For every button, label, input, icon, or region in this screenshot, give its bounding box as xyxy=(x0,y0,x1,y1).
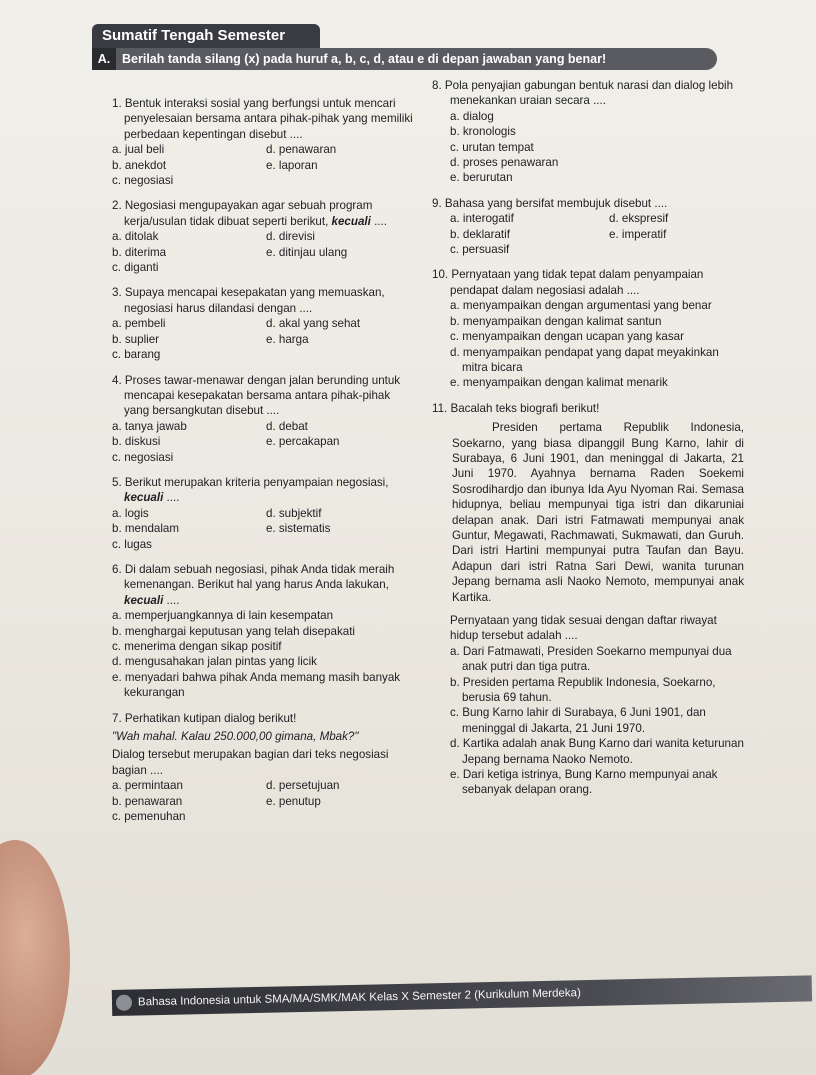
question-4 xyxy=(112,373,417,465)
option[interactable]: d. penawaran xyxy=(266,143,337,157)
option[interactable]: b. Presiden pertama Republik Indonesia, Soekarno, berusia 69 tahun. xyxy=(450,675,716,705)
options xyxy=(112,778,417,824)
question-number: 1. xyxy=(112,97,122,110)
options xyxy=(432,211,744,257)
question-text-end: .... xyxy=(163,593,180,607)
option[interactable]: e. menyampaikan dengan kalimat menarik xyxy=(450,376,668,390)
question-number: 9. xyxy=(432,196,442,210)
instruction-text: Berilah tanda silang (x) pada huruf a, b, c, d, atau e di depan jawaban yang benar! xyxy=(122,52,607,66)
question-number: 4. xyxy=(112,373,122,387)
question-7 xyxy=(112,711,417,825)
option[interactable]: e. Dari ketiga istrinya, Bung Karno mempunyai anak sebanyak delapan orang. xyxy=(450,768,718,797)
option[interactable]: d. mengusahakan jalan pintas yang licik xyxy=(112,655,317,669)
option[interactable]: e. harga xyxy=(266,332,309,346)
option[interactable]: c. Bung Karno lahir di Surabaya, 6 Juni 1901, dan meninggal di Jakarta, 21 Juni 1970. xyxy=(450,706,706,735)
footer-text: Bahasa Indonesia untuk SMA/MA/SMK/MAK Kelas X Semester 2 (Kurikulum Merdeka) xyxy=(137,987,581,1009)
question-text: Perhatikan kutipan dialog berikut! xyxy=(124,711,297,725)
option[interactable]: e. berurutan xyxy=(450,171,513,185)
options xyxy=(112,229,417,275)
question-text: Di dalam sebuah negosiasi, pihak Anda tidak meraih kemenangan. Berikut hal yang harus Anda lakukan, xyxy=(124,562,395,592)
option[interactable]: c. menyampaikan dengan ucapan yang kasar xyxy=(450,330,684,344)
question-10 xyxy=(432,267,744,390)
options xyxy=(112,608,417,700)
question-text: Supaya mencapai kesepakatan yang memuaskan, negosiasi harus dilandasi dengan .... xyxy=(124,286,385,315)
option[interactable]: c. persuasif xyxy=(450,243,510,257)
option[interactable]: a. ditolak xyxy=(112,230,159,244)
question-number: 6. xyxy=(112,562,122,576)
option[interactable]: d. ekspresif xyxy=(609,212,669,226)
question-text-end: .... xyxy=(163,491,180,505)
option[interactable]: d. akal yang sehat xyxy=(266,317,361,331)
question-1 xyxy=(112,96,417,188)
option[interactable]: a. permintaan xyxy=(112,779,183,793)
question-3 xyxy=(112,285,417,362)
option[interactable]: e. penutup xyxy=(266,794,321,808)
instruction-bar xyxy=(92,48,717,70)
options xyxy=(112,419,417,465)
options xyxy=(112,316,417,362)
option[interactable]: c. pemenuhan xyxy=(112,810,186,824)
option[interactable]: b. diterima xyxy=(112,245,167,259)
option[interactable]: a. Dari Fatmawati, Presiden Soekarno mempunyai dua anak putri dan tiga putra. xyxy=(450,644,732,674)
option[interactable]: e. imperatif xyxy=(609,227,667,241)
option[interactable]: d. persetujuan xyxy=(266,779,340,793)
options xyxy=(432,644,744,798)
option[interactable]: c. negosiasi xyxy=(112,450,174,464)
options xyxy=(432,298,744,390)
question-11 xyxy=(432,401,744,798)
emphasis-kecuali: kecuali xyxy=(124,593,164,607)
emphasis-kecuali: kecuali xyxy=(331,214,371,228)
option[interactable]: a. menyampaikan dengan argumentasi yang benar xyxy=(450,299,712,313)
option[interactable]: a. dialog xyxy=(450,109,494,123)
option[interactable]: a. interogatif xyxy=(450,212,514,226)
option[interactable]: a. pembeli xyxy=(112,317,166,331)
question-text: Bentuk interaksi sosial yang berfungsi untuk mencari penyelesaian bersama antara pihak-pihak yang memiliki perbedaan kepentingan disebut .... xyxy=(124,97,413,141)
page-title: Sumatif Tengah Semester xyxy=(92,24,320,48)
options xyxy=(112,142,417,188)
question-text: Berikut merupakan kriteria penyampaian negosiasi, xyxy=(124,475,389,489)
emphasis-kecuali: kecuali xyxy=(124,491,164,505)
thumb-photo-artifact xyxy=(0,840,70,1075)
left-column xyxy=(112,96,417,824)
question-number: 11. xyxy=(432,401,448,415)
footer-page-marker xyxy=(116,995,132,1011)
option[interactable]: b. deklaratif xyxy=(450,227,510,241)
section-letter: A. xyxy=(92,48,116,70)
question-number: 2. xyxy=(112,199,122,213)
question-text: Bahasa yang bersifat membujuk disebut .... xyxy=(444,196,668,210)
question-number: 5. xyxy=(112,475,122,489)
question-2 xyxy=(112,198,417,275)
option[interactable]: c. menerima dengan sikap positif xyxy=(112,640,282,653)
option[interactable]: d. subjektif xyxy=(266,506,322,520)
option[interactable]: b. penawaran xyxy=(112,794,183,808)
option[interactable]: b. diskusi xyxy=(112,435,161,449)
option[interactable]: a. jual beli xyxy=(112,143,165,157)
question-6 xyxy=(112,562,417,701)
option[interactable]: b. menyampaikan dengan kalimat santun xyxy=(450,314,662,328)
option[interactable]: e. laporan xyxy=(266,158,318,172)
options xyxy=(112,506,417,552)
option[interactable]: c. urutan tempat xyxy=(450,140,534,154)
option[interactable]: e. menyadari bahwa pihak Anda memang masih banyak kekurangan xyxy=(112,670,401,700)
question-text-end: .... xyxy=(370,214,387,228)
option[interactable]: c. diganti xyxy=(112,261,159,275)
dialog-quote: "Wah mahal. Kalau 250.000,00 gimana, Mbak?" xyxy=(112,730,359,744)
option[interactable]: c. negosiasi xyxy=(112,174,174,188)
footer-bar xyxy=(112,975,812,1016)
option[interactable]: d. Kartika adalah anak Bung Karno dari wanita keturunan Jepang bernama Naoko Nemoto. xyxy=(450,737,744,766)
question-text: Pola penyajian gabungan bentuk narasi dan dialog lebih menekankan uraian secara .... xyxy=(444,79,734,108)
question-number: 8. xyxy=(432,79,442,92)
options xyxy=(432,109,744,186)
option[interactable]: d. menyampaikan pendapat yang dapat meyakinkan mitra bicara xyxy=(450,345,719,374)
question-9 xyxy=(432,196,744,258)
question-text: Pernyataan yang tidak tepat dalam penyampaian pendapat dalam negosiasi adalah .... xyxy=(450,268,704,297)
option[interactable]: a. logis xyxy=(112,506,149,520)
option[interactable]: a. memperjuangkannya di lain kesempatan xyxy=(112,609,334,623)
biography-passage: Presiden pertama Republik Indonesia, Soekarno, yang biasa dipanggil Bung Karno, lahir di Surabaya, 6 Juni 1901, dan meninggal di Jakarta, 21 Juni 1970. Ayahnya bernama Raden Soekemi Sosrodihardjo dan ibunya Ida Ayu Nyoman Rai. Semasa hidupnya, beliau mempunyai tiga istri dan dikaruniai delapan anak. Dari istri Fatmawati mempunyai anak Guntur, Megawati, Rachmawati, Sukmawati, dan Guruh. Dari istri Hartini mempunyai putra Taufan dan Bayu. Adapun dari istri Ratna Sari Dewi, wanita turunan Jepang bernama asli Naoko Nemoto, mempunyai anak Kartika. xyxy=(452,421,744,604)
right-column xyxy=(432,78,744,798)
question-text: Bacalah teks biografi berikut! xyxy=(450,401,600,415)
option[interactable]: b. suplier xyxy=(112,332,160,346)
option[interactable]: d. debat xyxy=(266,419,308,433)
option[interactable]: a. tanya jawab xyxy=(112,419,187,433)
question-text-2: Pernyataan yang tidak sesuai dengan daftar riwayat hidup tersebut adalah .... xyxy=(450,614,717,643)
option[interactable]: e. percakapan xyxy=(266,435,340,449)
option[interactable]: b. mendalam xyxy=(112,522,180,536)
question-text: Negosiasi mengupayakan agar sebuah program kerja/usulan tidak dibuat seperti berikut, xyxy=(124,199,373,228)
question-8 xyxy=(432,78,744,186)
option[interactable]: b. anekdot xyxy=(112,158,167,172)
question-text: Proses tawar-menawar dengan jalan berunding untuk mencapai kesepakatan bersama antara pihak-pihak yang bersangkutan disebut .... xyxy=(124,373,401,418)
question-number: 3. xyxy=(112,286,122,300)
option[interactable]: b. kronologis xyxy=(450,125,516,139)
option[interactable]: c. barang xyxy=(112,348,161,362)
option[interactable]: e. ditinjau ulang xyxy=(266,245,348,259)
question-number: 7. xyxy=(112,711,122,725)
option[interactable]: c. lugas xyxy=(112,537,152,551)
question-number: 10. xyxy=(432,268,449,282)
option[interactable]: d. direvisi xyxy=(266,230,315,244)
option[interactable]: d. proses penawaran xyxy=(450,156,559,170)
question-text-2: Dialog tersebut merupakan bagian dari teks negosiasi bagian .... xyxy=(112,748,389,777)
question-5 xyxy=(112,475,417,552)
option[interactable]: e. sistematis xyxy=(266,522,331,536)
option[interactable]: b. menghargai keputusan yang telah disepakati xyxy=(112,624,355,638)
